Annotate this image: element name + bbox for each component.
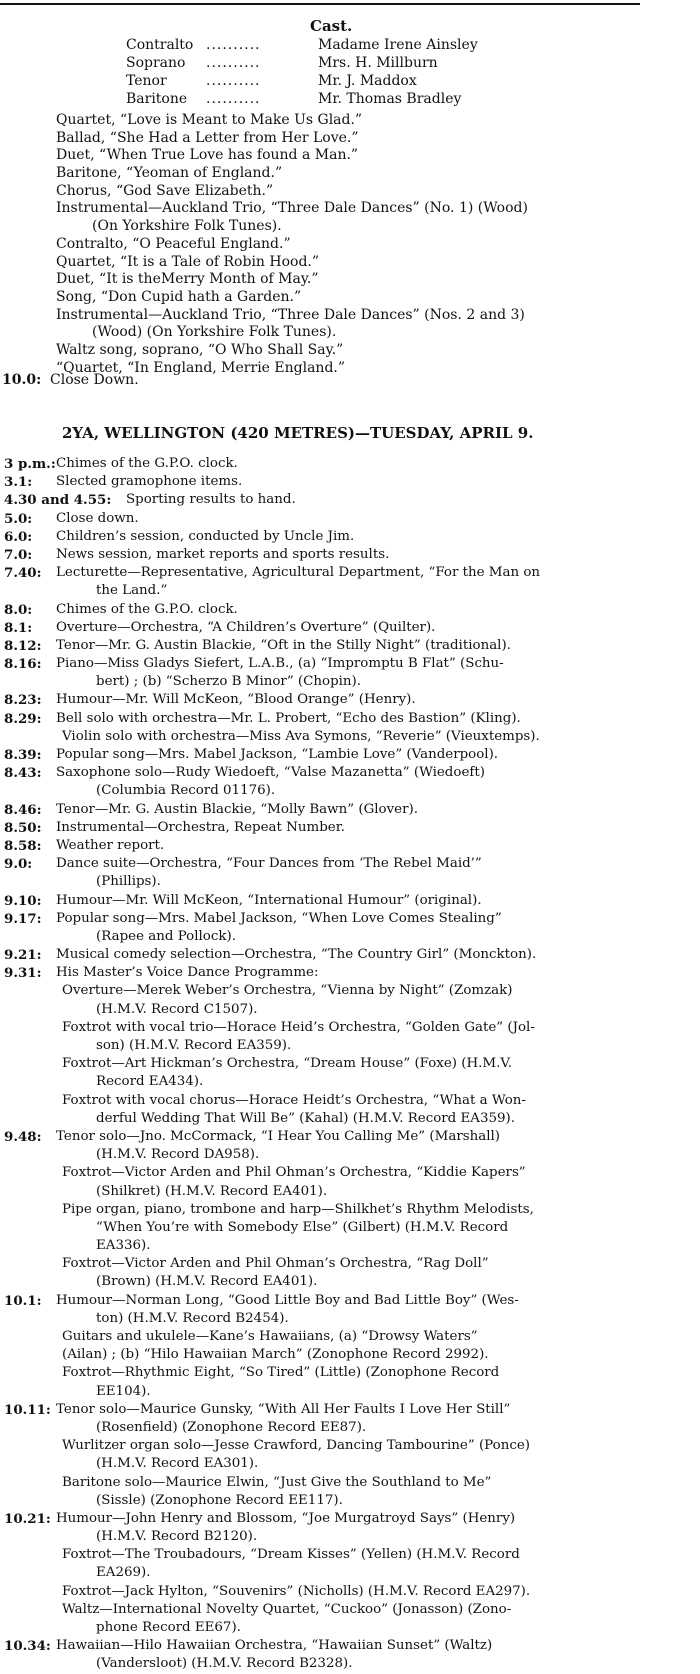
schedule-time: 3.1:	[4, 474, 33, 491]
schedule-time: 8.46:	[4, 801, 42, 818]
cast-row	[126, 90, 478, 108]
schedule-time: 10.21:	[4, 1510, 51, 1527]
schedule-text: EE104).	[96, 1383, 151, 1399]
programme-text: Duet, “When True Love has found a Man.”	[56, 147, 359, 164]
schedule-item	[0, 855, 700, 873]
schedule-item	[0, 1055, 700, 1073]
schedule-item	[0, 691, 700, 709]
schedule-text: son) (H.M.V. Record EA359).	[96, 1038, 292, 1053]
schedule-item	[0, 1437, 700, 1455]
schedule-text: phone Record EE67).	[96, 1620, 241, 1635]
schedule-item	[0, 1019, 700, 1037]
schedule-text: (Phillips).	[96, 874, 161, 890]
programme-text: Instrumental—Auckland Trio, “Three Dale Dances” (No. 1) (Wood)	[56, 200, 528, 217]
programme-item	[0, 342, 700, 360]
schedule-text: His Master’s Voice Dance Programme:	[56, 965, 319, 981]
schedule-time: 9.10:	[4, 892, 42, 909]
schedule-item	[0, 1328, 700, 1346]
schedule-item	[0, 982, 700, 1000]
cast-name: Mr. Thomas Bradley	[318, 91, 462, 107]
schedule-item	[0, 1419, 700, 1437]
schedule-text: Foxtrot with vocal chorus—Horace Heidt’s Orchestra, “What a Won-	[62, 1092, 526, 1108]
schedule-text: (Rapee and Pollock).	[96, 928, 236, 944]
schedule-item	[0, 1073, 700, 1091]
schedule-text: Tenor solo—Maurice Gunsky, “With All Her Faults I Love Her Still”	[56, 1401, 511, 1417]
schedule-text: Foxtrot—Victor Arden and Phil Ohman’s Orchestra, “Rag Doll”	[62, 1256, 489, 1272]
schedule-text: (H.M.V. Record DA958).	[96, 1147, 260, 1163]
schedule-time: 6.0:	[4, 528, 33, 545]
schedule-text: Lecturette—Representative, Agricultural Department, “For the Man on	[56, 565, 541, 581]
schedule-item	[0, 1146, 700, 1164]
schedule-time: 10.1:	[4, 1292, 42, 1309]
programme-text: Quartet, “It is a Tale of Robin Hood.”	[56, 253, 320, 270]
schedule-time: 8.39:	[4, 747, 42, 763]
schedule-item	[0, 1455, 700, 1473]
schedule-item	[0, 819, 700, 837]
schedule-text: Piano—Miss Gladys Siefert, L.A.B., (a) “Impromptu B Flat” (Schu-	[56, 656, 504, 672]
schedule-item	[0, 619, 700, 637]
schedule-time: 5.0:	[4, 510, 33, 527]
programme-text: (Wood) (On Yorkshire Folk Tunes).	[92, 324, 337, 341]
schedule-text: “When You’re with Somebody Else” (Gilbert) (H.M.V. Record	[96, 1219, 509, 1235]
schedule-time: 8.23:	[4, 692, 42, 709]
programme-item	[0, 200, 700, 218]
schedule-text: Humour—Norman Long, “Good Little Boy and Bad Little Boy” (Wes-	[56, 1292, 519, 1308]
cast-dots: ..........	[206, 37, 261, 53]
schedule-item	[0, 1001, 700, 1019]
schedule-item	[0, 1128, 700, 1146]
schedule-text: (Sissle) (Zonophone Record EE117).	[96, 1492, 343, 1508]
schedule-item	[0, 710, 700, 728]
schedule-text: Humour—John Henry and Blossom, “Joe Murgatroyd Says” (Henry)	[56, 1510, 516, 1526]
schedule-item	[0, 1383, 700, 1401]
programme-text: Contralto, “O Peaceful England.”	[56, 235, 291, 252]
cast-name: Madame Irene Ainsley	[318, 37, 478, 53]
schedule-text: Chimes of the G.P.O. clock.	[56, 456, 238, 471]
cast-role: Baritone	[126, 91, 188, 107]
close-text: Close Down.	[50, 372, 139, 388]
schedule-text: Record EA434).	[96, 1074, 204, 1090]
programme-item	[0, 218, 700, 236]
schedule-item	[0, 728, 700, 746]
cast-row	[126, 54, 478, 72]
schedule-item	[0, 1655, 700, 1673]
schedule-text: bert) ; (b) “Scherzo B Minor” (Chopin).	[96, 674, 362, 690]
schedule-time: 7.0:	[4, 546, 33, 563]
programme-list	[0, 112, 700, 377]
schedule-list	[0, 455, 700, 1674]
schedule-time: 10.11:	[4, 1401, 51, 1418]
schedule-text: derful Wedding That Will Be” (Kahal) (H.M.V. Record EA359).	[96, 1110, 515, 1126]
programme-item	[0, 254, 700, 272]
schedule-text: Close down.	[56, 510, 139, 526]
cast-role: Contralto	[126, 37, 194, 53]
schedule-text: Tenor—Mr. G. Austin Blackie, “Oft in the Stilly Night” (traditional).	[56, 637, 511, 653]
cast-dots: ..........	[206, 73, 261, 89]
programme-item	[0, 289, 700, 307]
schedule-item	[0, 946, 700, 964]
schedule-text: Wurlitzer organ solo—Jesse Crawford, Dancing Tambourine” (Ponce)	[62, 1438, 530, 1454]
schedule-item	[0, 928, 700, 946]
schedule-item	[0, 746, 700, 764]
schedule-item	[0, 1637, 700, 1655]
schedule-text: (Ailan) ; (b) “Hilo Hawaiian March” (Zonophone Record 2992).	[62, 1347, 489, 1363]
programme-text: Baritone, “Yeoman of England.”	[56, 165, 283, 182]
schedule-text: Pipe organ, piano, trombone and harp—Shilkhet’s Rhythm Melodists,	[62, 1201, 534, 1217]
schedule-item	[0, 1255, 700, 1273]
cast-title: Cast.	[310, 17, 353, 35]
schedule-text: Sporting results to hand.	[126, 492, 296, 508]
schedule-text: (Shilkret) (H.M.V. Record EA401).	[96, 1183, 328, 1199]
cast-row	[126, 36, 478, 54]
schedule-text: Foxtrot—Victor Arden and Phil Ohman’s Orchestra, “Kiddie Kapers”	[62, 1165, 526, 1181]
cast-dots: ..........	[206, 91, 261, 107]
schedule-text: Bell solo with orchestra—Mr. L. Probert, “Echo des Bastion” (Kling).	[56, 710, 521, 726]
schedule-item	[0, 1601, 700, 1619]
schedule-item	[0, 1110, 700, 1128]
programme-item	[0, 324, 700, 342]
schedule-item	[0, 782, 700, 800]
programme-text: Quartet, “Love is Meant to Make Us Glad.”	[56, 112, 363, 128]
programme-item	[0, 236, 700, 254]
schedule-item	[0, 546, 700, 564]
schedule-item	[0, 873, 700, 891]
schedule-item	[0, 1364, 700, 1382]
schedule-text: the Land.”	[96, 583, 168, 599]
programme-text: “Quartet, “In England, Merrie England.”	[56, 359, 346, 376]
schedule-item	[0, 564, 700, 582]
programme-text: (On Yorkshire Folk Tunes).	[92, 218, 282, 235]
schedule-text: Foxtrot—Art Hickman’s Orchestra, “Dream House” (Foxe) (H.M.V.	[62, 1056, 512, 1072]
schedule-text: Overture—Orchestra, “A Children’s Overture” (Quilter).	[56, 619, 436, 635]
schedule-item	[0, 1619, 700, 1637]
schedule-text: Slected gramophone items.	[56, 474, 243, 490]
schedule-item	[0, 510, 700, 528]
programme-text: Instrumental—Auckland Trio, “Three Dale Dances” (Nos. 2 and 3)	[56, 306, 525, 323]
schedule-time: 9.0:	[4, 856, 33, 873]
programme-item	[0, 130, 700, 148]
schedule-time: 8.29:	[4, 710, 42, 727]
schedule-time: 8.43:	[4, 765, 42, 782]
cast-role: Tenor	[126, 73, 167, 89]
schedule-text: Weather report.	[56, 837, 165, 853]
schedule-time: 9.31:	[4, 965, 42, 982]
schedule-item	[0, 910, 700, 928]
schedule-item	[0, 1237, 700, 1255]
schedule-time: 10.34:	[4, 1638, 51, 1655]
schedule-text: Violin solo with orchestra—Miss Ava Symons, “Reverie” (Vieuxtemps).	[62, 728, 540, 744]
schedule-time: 8.16:	[4, 656, 42, 673]
schedule-item	[0, 1346, 700, 1364]
schedule-item	[0, 1564, 700, 1582]
schedule-text: EA269).	[96, 1565, 151, 1581]
schedule-item	[0, 1219, 700, 1237]
schedule-text: Humour—Mr. Will McKeon, “International Humour” (original).	[56, 892, 482, 908]
close-line	[0, 372, 700, 390]
schedule-text: Overture—Merek Weber’s Orchestra, “Vienna by Night” (Zomzak)	[62, 983, 513, 999]
schedule-item	[0, 1474, 700, 1492]
programme-item	[0, 307, 700, 325]
programme-item	[0, 165, 700, 183]
schedule-item	[0, 1401, 700, 1419]
station-header: 2YA, WELLINGTON (420 METRES)—TUESDAY, APRIL 9.	[62, 424, 534, 442]
schedule-time: 8.0:	[4, 601, 33, 618]
schedule-text: Foxtrot—Rhythmic Eight, “So Tired” (Little) (Zonophone Record	[62, 1365, 500, 1381]
schedule-text: (H.M.V. Record EA301).	[96, 1456, 259, 1472]
schedule-item	[0, 764, 700, 782]
schedule-item	[0, 892, 700, 910]
schedule-time: 9.21:	[4, 947, 42, 964]
schedule-text: Foxtrot—The Troubadours, “Dream Kisses” (Yellen) (H.M.V. Record	[62, 1547, 520, 1563]
schedule-item	[0, 1583, 700, 1601]
schedule-item	[0, 637, 700, 655]
schedule-text: Tenor solo—Jno. McCormack, “I Hear You Calling Me” (Marshall)	[56, 1128, 500, 1144]
schedule-time: 4.30 and 4.55:	[4, 492, 112, 509]
schedule-text: (Rosenfield) (Zonophone Record EE87).	[96, 1419, 367, 1435]
schedule-text: Children’s session, conducted by Uncle Jim.	[56, 528, 355, 544]
schedule-item	[0, 582, 700, 600]
schedule-text: Guitars and ukulele—Kane’s Hawaiians, (a) “Drowsy Waters”	[62, 1329, 478, 1344]
schedule-item	[0, 1310, 700, 1328]
schedule-text: (H.M.V. Record B2120).	[96, 1529, 258, 1545]
schedule-item	[0, 455, 700, 473]
cast-role: Soprano	[126, 55, 186, 71]
close-time: 10.0:	[2, 372, 42, 388]
schedule-time: 8.58:	[4, 837, 42, 854]
schedule-item	[0, 1164, 700, 1182]
schedule-item	[0, 1037, 700, 1055]
programme-text: Waltz song, soprano, “O Who Shall Say.”	[56, 341, 344, 358]
schedule-item	[0, 1546, 700, 1564]
cast-name: Mrs. H. Millburn	[318, 55, 438, 71]
cast-row	[126, 72, 478, 90]
schedule-text: Instrumental—Orchestra, Repeat Number.	[56, 819, 345, 835]
schedule-item	[0, 473, 700, 491]
schedule-text: Hawaiian—Hilo Hawaiian Orchestra, “Hawaiian Sunset” (Waltz)	[56, 1638, 493, 1654]
schedule-item	[0, 1183, 700, 1201]
schedule-time: 9.17:	[4, 910, 42, 927]
cast-name: Mr. J. Maddox	[318, 73, 417, 89]
schedule-text: (Vandersloot) (H.M.V. Record B2328).	[96, 1656, 353, 1672]
schedule-item	[0, 1292, 700, 1310]
cast-list	[126, 36, 478, 108]
schedule-text: Waltz—International Novelty Quartet, “Cuckoo” (Jonasson) (Zono-	[62, 1601, 512, 1617]
programme-item	[0, 112, 700, 130]
schedule-time: 3 p.m.:	[4, 456, 56, 472]
top-rule	[0, 3, 640, 5]
schedule-text: Tenor—Mr. G. Austin Blackie, “Molly Bawn” (Glover).	[56, 801, 418, 817]
schedule-text: Musical comedy selection—Orchestra, “The Country Girl” (Monckton).	[56, 947, 537, 963]
schedule-item	[0, 601, 700, 619]
schedule-text: (H.M.V. Record C1507).	[96, 1001, 258, 1017]
schedule-text: News session, market reports and sports results.	[56, 546, 390, 562]
schedule-item	[0, 1492, 700, 1510]
schedule-text: Saxophone solo—Rudy Wiedoeft, “Valse Mazanetta” (Wiedoeft)	[56, 765, 485, 781]
programme-item	[0, 183, 700, 201]
schedule-text: Foxtrot with vocal trio—Horace Heid’s Orchestra, “Golden Gate” (Jol-	[62, 1019, 535, 1035]
schedule-text: Foxtrot—Jack Hylton, “Souvenirs” (Nicholls) (H.M.V. Record EA297).	[62, 1583, 531, 1599]
schedule-time: 8.12:	[4, 637, 42, 654]
schedule-text: Dance suite—Orchestra, “Four Dances from ‘The Rebel Maid’”	[56, 856, 482, 872]
schedule-text: Popular song—Mrs. Mabel Jackson, “Lambie Love” (Vanderpool).	[56, 747, 499, 762]
schedule-item	[0, 801, 700, 819]
schedule-item	[0, 491, 700, 509]
programme-item	[0, 271, 700, 289]
programme-text: Duet, “It is theMerry Month of May.”	[56, 271, 319, 288]
schedule-item	[0, 1201, 700, 1219]
cast-dots: ..........	[206, 55, 261, 71]
schedule-item	[0, 655, 700, 673]
schedule-item	[0, 837, 700, 855]
programme-text: Song, “Don Cupid hath a Garden.”	[56, 288, 302, 305]
schedule-item	[0, 1273, 700, 1291]
schedule-text: Humour—Mr. Will McKeon, “Blood Orange” (Henry).	[56, 692, 416, 708]
schedule-text: (Brown) (H.M.V. Record EA401).	[96, 1274, 318, 1290]
schedule-time: 9.48:	[4, 1128, 42, 1145]
schedule-item	[0, 673, 700, 691]
schedule-time: 7.40:	[4, 565, 42, 582]
schedule-item	[0, 1528, 700, 1546]
schedule-item	[0, 1510, 700, 1528]
schedule-text: Popular song—Mrs. Mabel Jackson, “When Love Comes Stealing”	[56, 910, 502, 926]
schedule-time: 8.50:	[4, 819, 42, 836]
schedule-text: Chimes of the G.P.O. clock.	[56, 601, 238, 617]
schedule-text: (Columbia Record 01176).	[96, 783, 276, 799]
schedule-text: ton) (H.M.V. Record B2454).	[96, 1310, 289, 1326]
schedule-text: EA336).	[96, 1238, 151, 1254]
programme-item	[0, 147, 700, 165]
schedule-item	[0, 1092, 700, 1110]
schedule-item	[0, 528, 700, 546]
schedule-item	[0, 964, 700, 982]
schedule-text: Baritone solo—Maurice Elwin, “Just Give the Southland to Me”	[62, 1474, 492, 1490]
programme-text: Ballad, “She Had a Letter from Her Love.”	[56, 129, 359, 146]
schedule-time: 8.1:	[4, 619, 33, 636]
programme-text: Chorus, “God Save Elizabeth.”	[56, 182, 274, 199]
